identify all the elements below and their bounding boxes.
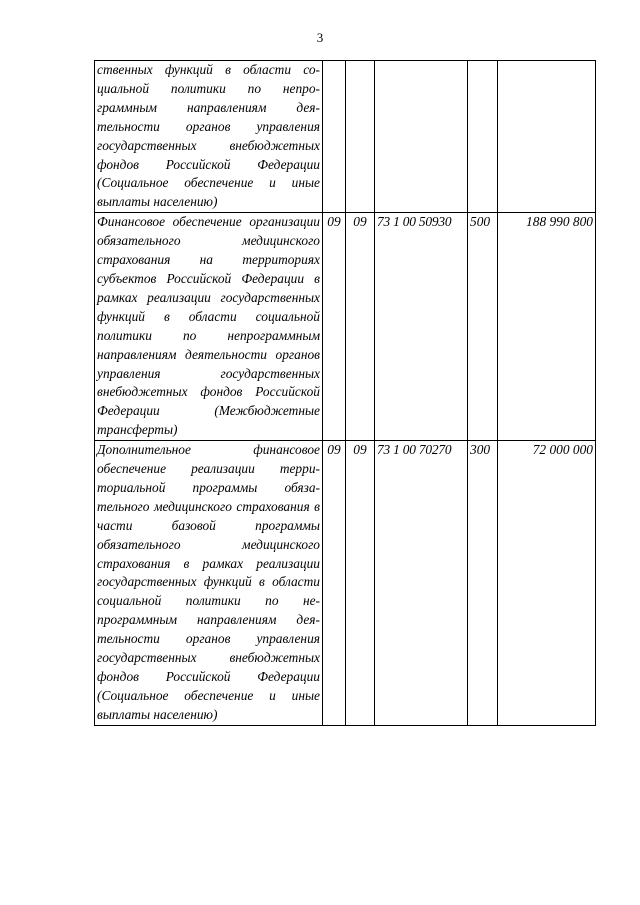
expense-type-code [468, 61, 498, 213]
target-article-code: 73 1 00 50930 [375, 213, 468, 441]
amount: 72 000 000 [498, 441, 596, 726]
item-name: ственных функций в области социальной политики по непрограммным направлениям деятельности органов управления государственных внебюджетных фондов Российской Федерации (Социальное обеспечение и иные выплаты населению) [95, 61, 323, 213]
target-article-code: 73 1 00 70270 [375, 441, 468, 726]
section-code: 09 [323, 441, 346, 726]
subsection-code: 09 [346, 213, 375, 441]
subsection-code: 09 [346, 441, 375, 726]
subsection-code [346, 61, 375, 213]
expense-type-code: 500 [468, 213, 498, 441]
section-code [323, 61, 346, 213]
amount: 188 990 800 [498, 213, 596, 441]
page-number: 3 [316, 30, 324, 45]
table-row [95, 213, 596, 441]
target-article-code [375, 61, 468, 213]
table-row [95, 61, 596, 213]
section-code: 09 [323, 213, 346, 441]
item-name: Дополнительное финансовое обеспечение реализации территориальной программы обязательного медицинского страхования в части базовой программы обязательного медицинского страхования в рамках реализации государственных функций в области социальной политики по непрограммным направлениям деятельности органов управления государственных внебюджетных фондов Российской Федерации (Социальное обеспечение и иные выплаты населению) [95, 441, 323, 726]
expense-type-code: 300 [468, 441, 498, 726]
budget-table [94, 60, 596, 726]
item-name: Финансовое обеспечение организации обязательного медицинского страхования на территориях субъектов Российской Федерации в рамках реализации государственных функций в области социальной политики по непрограммным направлениям деятельности органов управления государственных внебюджетных фондов Российской Федерации (Межбюджетные трансферты) [95, 213, 323, 441]
table-row [95, 441, 596, 726]
amount [498, 61, 596, 213]
